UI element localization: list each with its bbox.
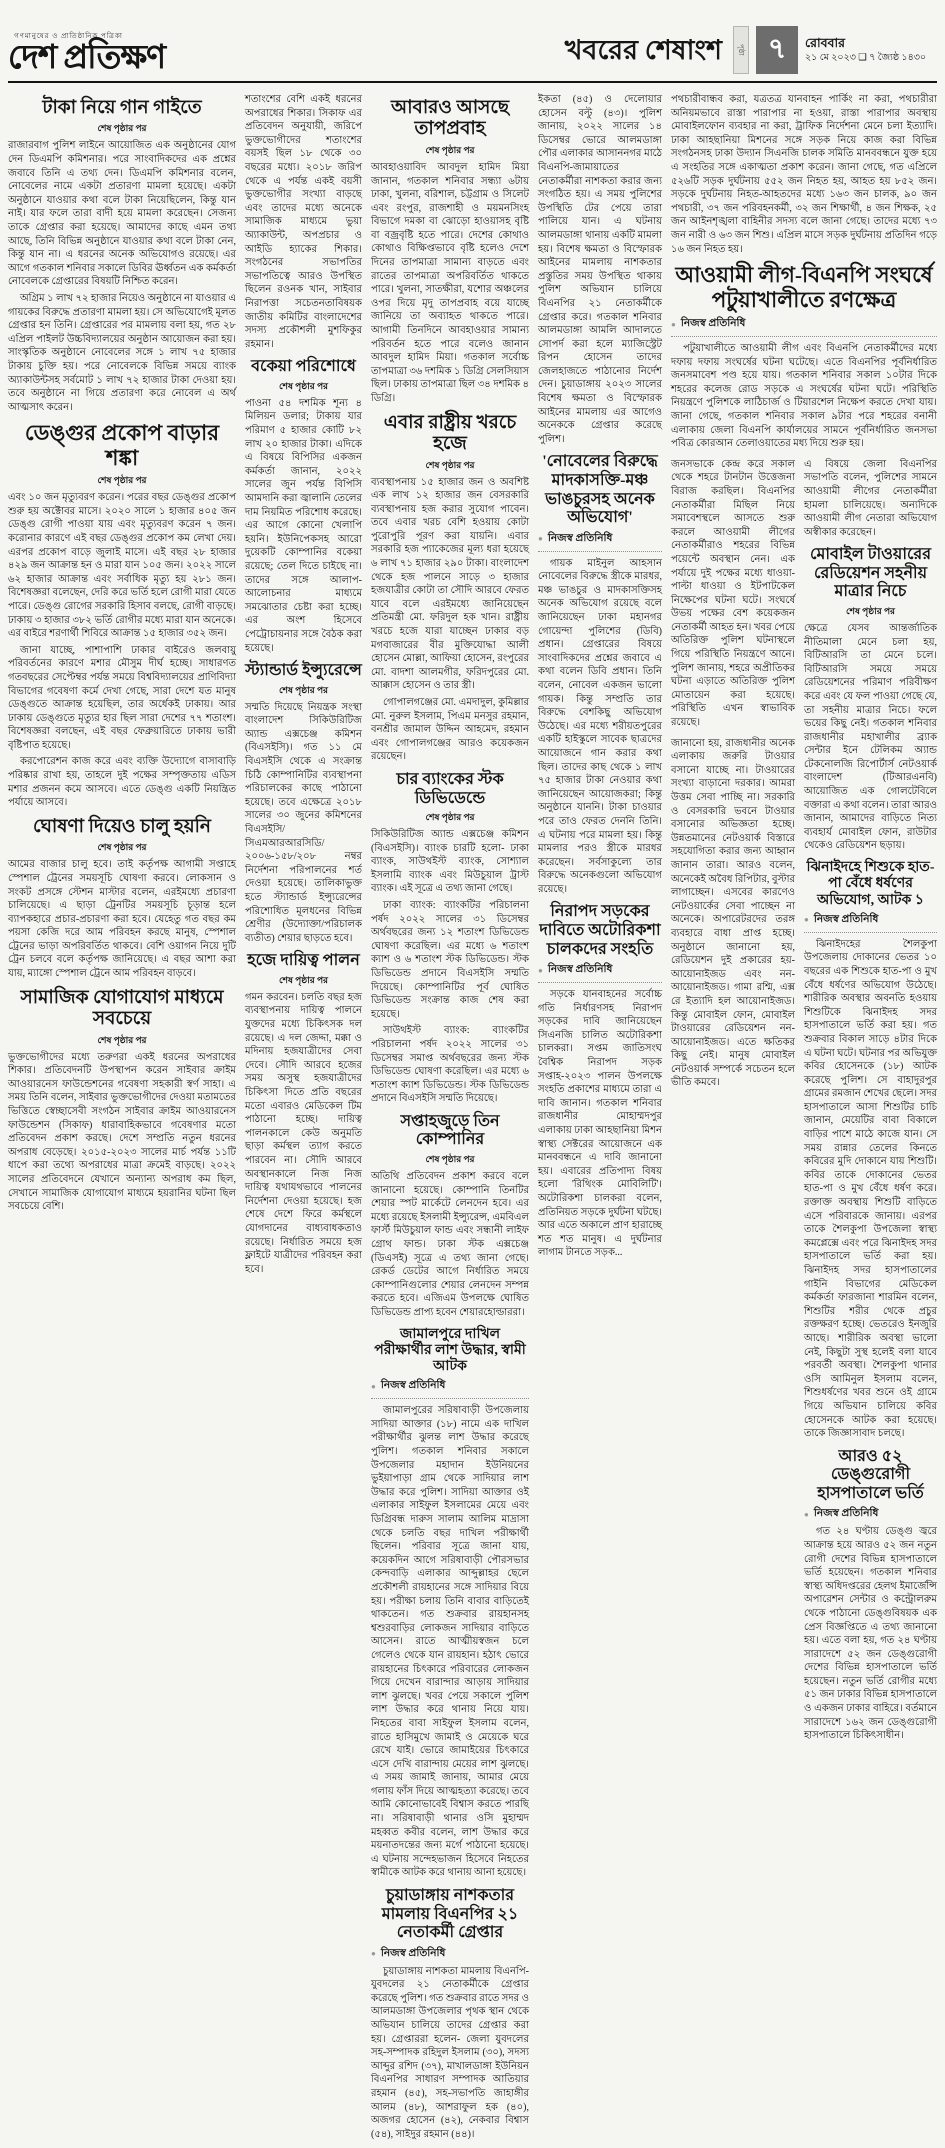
article-headline: মোবাইল টাওয়ারের রেডিয়েশন সহনীয় মাত্রার নিচে [809,546,932,601]
byline-bullet-icon: ● [371,1381,376,1391]
article-headline: আওয়ামী লীগ-বিএনপি সংঘর্ষে পটুয়াখালীতে রণক্ষেত্র [675,263,933,313]
column-right-region [671,93,937,1750]
column-3 [371,93,529,2148]
continuation-block [804,458,937,540]
article-headline: নিরাপদ সড়কের দাবিতে অটোরিকশা চালকদের সংহতি [539,903,661,958]
article-paragraph: সাউথইস্ট ব্যাংক: ব্যাংকটির পরিচালনা পর্ষদ ২০২২ সালের ৩১ ডিসেম্বর সমাপ্ত অর্থবছরের জন্য স্টক ডিভিডেন্ড ঘোষণা করেছিল। এর মধ্যে ৬ শতাংশ ক্যাশ ডিভিডেন্ড। স্টক ডিভিডেন্ড প্রদানে বিএসইসি সম্মতি দিয়েছে। [371,1025,529,1105]
continued-from-label: শেষ পৃষ্ঠার পর [425,1154,475,1165]
article-headline: 'নোবেলের বিরুদ্ধে মাদকাসক্তি-মঞ্চ ভাঙচুরসহ অনেক অভিযোগ' [542,453,658,527]
byline-bullet-icon: ● [804,915,809,925]
article-paragraph: ব্যবস্থাপনায় ১৫ হাজার জন ও অবশিষ্ট এক লাখ ১২ হাজার জন বেসরকারি ব্যবস্থাপনায় হজ করার সুযোগ পাবেন। তবে এবার খরচ বেশি হওয়ায় কোটা পুরোপুরি পূরণ করা যায়নি। এবার সরকারি হজ প্যাকেজের মূল্য ধরা হয়েছে ৬ লাখ ৭১ হাজার ২৯০ টাকা। বাংলাদেশ থেকে হজ পালনে সাড়ে ৩ হাজার হজযাত্রীর কোটা তা সৌদি আরবে ফেরত যাবে বলে এরইমধ্যে জানিয়েছেন প্রতিমন্ত্রী মো. ফরিদুল হক খান। রাষ্ট্রীয় খরচে হজে যারা যাচ্ছেন ঢাকার বড় মগবাজারের বীর মুক্তিযোদ্ধা আলী হোসেন মোল্লা, আফিয়া হোসেন, রংপুরের মো. বাদশা আলমগীর, ফরিদপুরের মো. আক্কাস হোসেন ও তার স্ত্রী। [371,476,529,692]
article-paragraph: জানানো হয়, রাজধানীর অনেক এলাকায় জরুরি টাওয়ার বসানো যাচ্ছে না। টাওয়ারের সংখ্যা বাড়ানো দরকার। আমরা উত্তম সেবা পাচ্ছি না। সরকারি ও বেসরকারি ভবনে টাওয়ার বসানোর অভিজ্ঞতা হচ্ছে। উন্নতমানের নেটওয়ার্ক বিস্তারে সহযোগিতা করার জন্য আহ্বান জানান তারা। আরও বলেন, অনেকেই অবৈধ রিপিটার, বুস্টার লাগাচ্ছেন। এসবের কারণেও নেটওয়ার্কের সেবা পাচ্ছেন না অনেকে। অপারেটরদের তরঙ্গ ব্যবহারে বাধা প্রাপ্ত হচ্ছে। অনুষ্ঠানে জানানো হয়, রেডিয়েশন দুই প্রকারের হয়- আয়োনাইজড এবং নন-আয়োনাইজড। গামা রশ্মি, এক্স রে ইত্যাদি হল আয়োনাইজড। কিন্তু মোবাইল ফোন, মোবাইল টাওয়ারের রেডিয়েশন নন-আয়োনাইজড। এতে ক্ষতিকর কিছু নেই। মানুষ মোবাইল নেটওয়ার্ক সম্পর্কে সচেতন হলে ভীতি কমবে। [671,737,795,1089]
byline-divider [538,982,662,983]
header-right [565,26,937,74]
continued-from-label: শেষ পৃষ্ঠার পর [278,380,329,391]
byline-divider [538,551,662,552]
article [671,263,937,451]
column-2 [245,93,362,1283]
byline-label: নিজস্ব প্রতিনিধি [547,532,613,544]
article-paragraph: গায়ক মাইনুল আহসান নোবেলের বিরুদ্ধে স্ত্রীকে মারধর, মঞ্চ ভাঙচুর ও মাদকাসক্তিসহ অনেক অভিযোগ রয়েছে বলে জানিয়েছেন ঢাকা মহানগর গোয়েন্দা পুলিশের (ডিবি) প্রধান। গ্রেপ্তারের বিষয়ে সাংবাদিকদের প্রশ্নের জবাবে এ কথা বলেন ডিবি প্রধান। তিনি বলেন, নোবেল একজন ভালো গায়ক। কিন্তু সম্প্রতি তার বিরুদ্ধে বেশকিছু অভিযোগ উঠেছে। এর মধ্যে শরীয়তপুরের একটি হাইস্কুলে সাবেক ছাত্রদের আয়োজনে গান করার কথা ছিল। তাদের কাছ থেকে ১ লাখ ৭৫ হাজার টাকা নেওয়ার কথা জানিয়েছেন আয়োজকরা; কিন্তু অনুষ্ঠানে যাননি। টাকা চাওয়ার পরে তাও ফেরত দেননি তিনি। এ ঘটনায় পরে মামলা হয়। কিন্তু মামলার পরও স্ত্রীকে মারধর করেছেন। সর্বসাকুল্যে তার বিরুদ্ধে অনেকগুলো অভিযোগ রয়েছে। [538,557,662,895]
article [371,98,529,406]
column-4 [538,93,662,1267]
article-headline: ঝিনাইদহে শিশুকে হাত-পা বেঁধে ধর্ষণের অভিযোগ, আটক ১ [806,860,935,908]
page-body [8,93,937,2148]
article [804,546,937,853]
continuation-block [671,93,937,256]
article-headline: সপ্তাহজুড়ে তিন কোম্পানির [400,1112,500,1149]
article [371,1113,529,1320]
column-6 [804,458,937,1750]
article-paragraph: অগ্রিম ১ লাখ ৭২ হাজার নিয়েও অনুষ্ঠানে না যাওয়ার এ গায়কের বিরুদ্ধে প্রতারণা মামলা হয়। সে অভিযোগেই মূলত গ্রেপ্তার হন তিনি। গ্রেপ্তারের পর মামলায় বলা হয়, গত ২৮ এপ্রিল পাইলট উচ্চবিদ্যালয়ের অনুষ্ঠান আয়োজন করা হয়। সাংস্কৃতিক অনুষ্ঠানে নোবেলের সঙ্গে ১ লাখ ৭৫ হাজার টাকায় চুক্তি হয়। পরে নোবেলকে বিভিন্ন সময়ে ব্যাংক অ্যাকাউন্টসহ সর্বমোট ১ লাখ ৭২ হাজার টাকা দেওয়া হয়। তবে অনুষ্ঠানে না গিয়ে প্রতারণা করে নোবেল এ অর্থ আত্মসাৎ করেন। [8,292,236,413]
article-paragraph: রাজারবাগ পুলিশ লাইনে আয়োজিত এক অনুষ্ঠানের যোগ দেন ডিএমপি কমিশনার। পরে সাংবাদিকদের এক প্রশ্নের জবাবে তিনি এ তথ্য দেন। ডিএমপি কমিশনার বলেন, নোবেলের নামে একটা প্রতারণা মামলা হয়েছে। একটা অনুষ্ঠানে যাওয়ার কথা বলে টাকা নিয়েছিলেন, কিন্তু যান নাই। যার ফলে তারা বাদী হয়ে মামলা করেছেন। সেজন্য তাকে গ্রেপ্তার করা হয়েছে। আমাদের কাছে এমন তথ্য আছে, তিনি বিভিন্ন অনুষ্ঠানে যাওয়ার কথা বলে টাকা নেন, কিন্তু যান না। এ ধরনের অনেক অভিযোগও রয়েছে। এর আগে গতকাল শনিবার সকালে ডিবির ঊর্ধ্বতন এক কর্মকর্তা নোবেলকে গ্রেপ্তারের বিষয়টি নিশ্চিত করেন। [8,140,236,288]
article [8,421,236,810]
byline-label: নিজস্ব প্রতিনিধি [813,913,879,925]
article-paragraph: চুয়াডাঙ্গায় নাশকতা মামলায় বিএনপি-যুবদলের ২১ নেতাকর্মীকে গ্রেপ্তার করেছে পুলিশ। গত শুক্রবার রাতে সদর ও আলমডাঙ্গা উপজেলার পৃথক স্থান থেকে অভিযান চালিয়ে তাদের গ্রেপ্তার করা হয়। গ্রেপ্তাররা হলেন- জেলা যুবদলের সহ-সম্পাদক রহিদুল ইসলাম (৩০), সদস্য আব্দুর রশিদ (৩৭), মাখালডাঙ্গা ইউনিয়ন বিএনপির সাধারণ সম্পাদক আতিয়ার রহমান (৪৫), সহ-সভাপতি জাহাঙ্গীর আলম (৪৮), আশরাফুল হক (৪০), অজগর হোসেন (৪২), নেকবার বিশ্বাস (৫৪), সাইদুর রহমান (৪৪)। [371,1965,529,2140]
continued-from-label: শেষ পৃষ্ঠার পর [97,123,147,134]
page-label-tab: পৃষ্ঠা [733,26,749,74]
article-headline: স্ট্যান্ডার্ড ইন্স্যুরেন্সে [245,662,362,680]
continued-from-label: শেষ পৃষ্ঠার পর [97,842,147,853]
continued-from-label: শেষ পৃষ্ঠার পর [97,475,147,486]
article [371,1327,529,1880]
page-header [8,26,937,83]
article-paragraph: এ বিষয়ে জেলা বিএনপির সভাপতি বলেন, পুলিশের সামনে আওয়ামী লীগের নেতাকর্মীরা হামলা চালিয়েছে। অন্যদিকে আওয়ামী লীগ নেতারা অভিযোগ অস্বীকার করেছেন। [804,458,937,538]
article-paragraph: গত ২৪ ঘণ্টায় ডেঙ্গু জ্বরে আক্রান্ত হয়ে আরও ৫২ জন নতুন রোগী দেশের বিভিন্ন হাসপাতালে ভর্তি হয়েছেন। গতকাল শনিবার স্বাস্থ্য অধিদপ্তরের হেলথ ইমার্জেন্সি অপারেশন সেন্টার ও কন্ট্রোলরুম থেকে পাঠানো ডেঙ্গুবিষয়ক এক প্রেস বিজ্ঞপ্তিতে এ তথ্য জানানো হয়। এতে বলা হয়, গত ২৪ ঘণ্টায় সারাদেশে ৫২ জন ডেঙ্গুরোগী দেশের বিভিন্ন হাসপাতালে ভর্তি হয়েছেন। নতুন ভর্তি রোগীর মধ্যে ৫১ জন ঢাকার বিভিন্ন হাসপাতালে ও একজন ঢাকার বাহিরে। বর্তমানে সারাদেশে ১৬২ জন ডেঙ্গুরোগী হাসপাতালে চিকিৎসাধীন। [804,1526,937,1742]
article-headline: চার ব্যাংকের স্টক ডিভিডেন্ডে [396,770,504,807]
article-paragraph: এবং ১০ জন মৃত্যুবরণ করেন। পরের বছর ডেঙ্গুর প্রকোপ শুরু হয় অক্টোবর মাসে। ২০২০ সালে ১ হাজার ৪০৫ জন ডেঙ্গু রোগী পাওয়া যায় এবং মৃত্যুবরণ করেন ৭ জন। করোনার কারণে এই বছর ডেঙ্গুর প্রকোপ কম লেখা দেয়। এরপর প্রকোপ বাড়ে জুলাই মাসে। এই বছর ২৮ হাজার ৪২৯ জন আক্রান্ত হন ও মারা যান ১০৫ জন। ২০২২ সালে ৬২ হাজার আক্রান্ত এবং সর্বাধিক মৃত্যু হয় ২৮১ জন। বিশেষজ্ঞরা বলেছেন, দেরি করে ভর্তি হলে রোগী মারা যেতে পারে। ডেঙ্গু রোগের সরকারি হিসাব বলছে, রোগী বাড়ছে। ঢাকায় ৩ হাজার ৩৮২ ভর্তি রোগীর মধ্যে মারা যান অনেকে। এর বাইরে শরণার্থী শিবিরে আক্রান্ত ১৫ হাজার ৩৫২ জন। [8,492,236,640]
masthead-tagline: গণমানুষের ও প্রাতিষ্ঠানিক পত্রিকা [14,31,123,40]
byline-bullet-icon: ● [671,319,676,329]
byline-label: নিজস্ব প্রতিনিধি [380,1380,446,1392]
weekday-label: রোববার [805,36,845,51]
article-paragraph: আবহাওয়াবিদ আবদুল হামিদ মিয়া জানান, গতকাল শনিবার সন্ধ্যা ৬টায় ঢাকা, খুলনা, বরিশাল, চট্টগ্রাম ও সিলেট এবং রংপুর, রাজশাহী ও ময়মনসিংহ বিভাগে দমকা বা ঝোড়ো হাওয়াসহ বৃষ্টি বা বজ্রবৃষ্টি হতে পারে। দেশের কোথাও কোথাও বিক্ষিপ্তভাবে বৃষ্টি হলেও দেশে দিনের তাপমাত্রা সামান্য বাড়তে এবং রাতের তাপমাত্রা অপরিবর্তিত থাকতে পারে। খুলনা, সাতক্ষীরা, যশোর অঞ্চলের ওপর দিয়ে মৃদু তাপপ্রবাহ বয়ে যাচ্ছে জানিয়ে তা অব্যাহত থাকতে পারে। আগামী তিনদিনে আবহাওয়ার সামান্য পরিবর্তন হতে পারে বলেও জানান আবদুল হামিদ মিয়া। গতকাল সর্বোচ্চ তাপমাত্রা ৩৬ দশমিক ১ ডিগ্রি সেলসিয়াস ছিল। ঢাকায় তাপমাত্রা ছিল ৩৪ দশমিক ৪ ডিগ্রি। [371,161,530,404]
article [371,413,529,764]
article [245,358,362,655]
article-headline: আরও ৫২ ডেঙ্গুরোগী হাসপাতালে ভর্তি [817,1447,924,1502]
article [371,771,529,1106]
article-paragraph: গমন করবেন। চলতি বছর হজ ব্যবস্থাপনায় দায়িত্ব পালনে যুক্তদের মধ্যে চিকিৎসক দল রয়েছে। এ দল জেদ্দা, মক্কা ও মদিনায় হজযাত্রীদের সেবা দেবে। সৌদি আরবে হজের সময় অসুস্থ হজযাত্রীদের চিকিৎসা দিতে প্রতি বছরের মতো এবারও মেডিকেল টিম পাঠানো হচ্ছে। দায়িত্ব পালনকালে কেউ অনুমতি ছাড়া কর্মস্থল ত্যাগ করতে পারবেন না। সৌদি আরবে অবস্থানকালে নিজ নিজ দায়িত্ব যথাযথভাবে পালনের নির্দেশনা দেওয়া হয়েছে। হজ শেষে দেশে ফিরে কর্মস্থলে যোগদানের বাধ্যবাধকতাও রয়েছে। নির্ধারিত সময়ে হজ ফ্লাইটে যাত্রীদের পরিবহন করা হবে। [245,991,362,1275]
article-paragraph: ইকতা (৪৫) ও দেলোয়ার হোসেন বল্টু (৪৩)। পুলিশ জানায়, ২০২২ সালের ১৪ ডিসেম্বর ভোরে আলমডাঙ্গা পৌর এলাকার আসাননগর মাঠে বিএনপি-জামায়াতের নেতাকর্মীরা নাশকতা করার জন্য সংগঠিত হয়। এ সময় পুলিশের উপস্থিতি টের পেয়ে তারা পালিয়ে যান। এ ঘটনায় আলমডাঙ্গা থানায় একটি মামলা হয়। বিশেষ ক্ষমতা ও বিস্ফোরক আইনের মামলায় নাশকতার প্রস্তুতির সময় উপস্থিত থাকায় পুলিশ অভিযান চালিয়ে বিএনপির ২১ নেতাকর্মীকে গ্রেপ্তার করে। গতকাল শনিবার আলমডাঙ্গা আমলি আদালতে সোপর্দ করা হলে ম্যাজিস্ট্রেট রিপন হোসেন তাদের জেলহাজতে পাঠানোর নির্দেশ দেন। চুয়াডাঙ্গায় ২০২৩ সালের বিশেষ ক্ষমতা ও বিস্ফোরক আইনের মামলায় এর আগেও অনেককে গ্রেপ্তার করেছে পুলিশ। [538,94,662,445]
article-paragraph: ভুক্তভোগীদের মধ্যে তরুণরা একই ধরনের অপরাধের শিকার। প্রতিবেদনটি উপস্থাপন করেন সাইবার ক্রাইম আওয়ারনেস ফাউন্ডেশনের গবেষণা সহকারী স্বর্ণ সাহা। এ সময় তিনি বলেন, সাইবার ভুক্তভোগীদের দেওয়া মতামতের ভিত্তিতে স্বেচ্ছাসেবী সংগঠন সাইবার ক্রাইম আওয়ারনেস ফাউন্ডেশন (সিকাফ) ধারাবাহিকভাবে গবেষণার মতো প্রতিবেদন প্রকাশ করছে। দেশে সম্প্রতি নতুন ধরনের অপরাধ বেড়েছে। ২০১৫-২০২৩ সালের মার্চ পর্যন্ত ১১টি ধাপে করা তথ্যে অপরাধের মাত্রা ক্রমেই বাড়ছে। ২০২২ সালের প্রতিবেদনে যেখানে অন্যান্য অপরাধ কম ছিল, সেখানে সামাজিক যোগাযোগ মাধ্যমে হয়রানির ঘটনা ছিল সবচেয়ে বেশি। [8,1051,236,1213]
byline [804,912,937,929]
article-paragraph: করপোরেশন কাজ করে এবং ব্যক্তি উদ্যোগে বাসাবাড়ি পরিষ্কার রাখা হয়, তাহলে দুই পক্ষের সম্পৃক্ততায় এডিস মশার প্রজনন কমে আসবে। এতে ডেঙ্গু একটি নিয়ন্ত্রিত পর্যায়ে আসবে। [8,756,236,809]
article-headline: বকেয়া পরিশোধে [251,358,356,376]
article [8,817,236,981]
masthead-brand [8,30,165,74]
byline-label: নিজস্ব প্রতিনিধি [813,1508,879,1520]
byline [804,1506,937,1523]
byline [371,1378,529,1395]
article [8,988,236,1214]
byline-label: নিজস্ব প্রতিনিধি [680,318,746,329]
article-headline: টাকা নিয়ে গান গাইতে [42,98,202,118]
byline [538,962,662,979]
byline [671,316,937,333]
article-headline: ডেঙ্গুর প্রকোপ বাড়ার শঙ্কা [24,421,220,471]
byline-label: নিজস্ব প্রতিনিধি [380,1947,446,1959]
article-paragraph: জামালপুরের সরিষাবাড়ী উপজেলায় সাদিয়া আক্তার (১৮) নামে এক দাখিল পরীক্ষার্থীর ঝুলন্ত লাশ উদ্ধার করেছে পুলিশ। গতকাল শনিবার সকালে উপজেলার মহাদান ইউনিয়নের ভুইয়াপাড়া গ্রাম থেকে সাদিয়ার লাশ উদ্ধার করে পুলিশ। সাদিয়া আক্তার ওই এলাকার সাইফুল ইসলামের মেয়ে এবং ডিগ্রিবন্ধ দারুস সালাম আলিম মাদ্রাসা থেকে চলতি বছর দাখিল পরীক্ষার্থী ছিলেন। পরিবার সূত্রে জানা যায়, কয়েকদিন আগে সরিষাবাড়ী পৌরসভার কেন্দবাড়ি এলাকার আব্দুল্লাহর ছেলে প্রকৌশলী রায়হানের সঙ্গে সাদিয়ার বিয়ে হয়। পরীক্ষা চলায় তিনি বাবার বাড়িতেই থাকতেন। গত শুক্রবার রায়হানসহ শ্বশুরবাড়ির লোকজন সাদিয়ার বাড়িতে আসেন। রাতে আত্মীয়স্বজন চলে গেলেও থেকে যান রায়হান। হঠাৎ ভোরে রায়হানের চিৎকারে পরিবারের লোকজন গিয়ে দেখেন বারান্দার আড়ায় সাদিয়ার লাশ ঝুলছে। খবর পেয়ে সকালে পুলিশ লাশ উদ্ধার করে থানায় নিয়ে যায়। নিহতের বাবা সাইফুল ইসলাম বলেন, রাতে হাসিমুখে জামাই ও মেয়েকে ঘরে রেখে যাই। ভোরে জামাইয়ের চিৎকারে এসে দেখি বারান্দায় মেয়ের লাশ ঝুলছে। এ সময় জামাই জানায়, আমার মেয়ে গলায় ফাঁস দিয়ে আত্মহত্যা করেছে। তবে আমি কোনোভাবেই বিশ্বাস করতে পারছি না। সরিষাবাড়ী থানার ওসি মুহাম্মদ মহব্বত কবীর বলেন, লাশ উদ্ধার করে ময়নাতদন্তের জন্য মর্গে পাঠানো হয়েছে। এ ঘটনায় সন্দেহভাজন হিসেবে নিহতের স্বামীকে আটক করে থানায় আনা হয়েছে। [371,1405,529,1879]
article [804,860,937,1441]
article [8,98,236,414]
continuation-block [671,458,795,730]
section-title: খবরের শেষাংশ [564,34,722,65]
article-paragraph: সম্মতি দিয়েছে নিয়ন্ত্রক সংস্থা বাংলাদেশ সিকিউরিটিজ অ্যান্ড এক্সচেঞ্জ কমিশন (বিএসইসি)। গত ১১ মে বিএসইসি থেকে এ সংক্রান্ত চিঠি কোম্পানিটির ব্যবস্থাপনা পরিচালকের কাছে পাঠানো হয়েছে। তবে এক্ষেত্রে ২০১৮ সালের ৩০ জুনের কমিশনের বিএসইসি/সিএমআরআরসিডি/২০০৬-১৫৮/২০৮ নম্বর নির্দেশনা পরিপালনের শর্ত দেওয়া হয়েছে। তালিকাভুক্ত হতে স্ট্যান্ডার্ড ইন্স্যুরেন্সের পরিশোধিত মূলধনের বিভিন্ন শ্রেণীর (উদ্যোক্তা/পরিচালক ব্যতীত) শেয়ার ছাড়তে হবে। [245,701,362,944]
column-1 [8,93,236,1221]
article-headline: জামালপুরে দাখিল পরীক্ষার্থীর লাশ উদ্ধার, স্বামী আটক [374,1326,526,1375]
article [245,662,362,945]
column-5 [671,458,795,1097]
right-split [671,458,937,1750]
article-paragraph: শতাংশের বেশি একই ধরনের অপরাধের শিকার। সিকাফ এর প্রতিবেদন অনুযায়ী, জরিপে ভুক্তভোগীদের শতাংশের বয়সই ছিল ১৮ থেকে ৩০ বছরের মধ্যে। ২০১৮ জরিপ থেকে এ পর্যন্ত একই বয়সী ভুক্তভোগীর সংখ্যা বাড়ছে এবং তাদের মধ্যে অনেকে সামাজিক মাধ্যমে ভুয়া অ্যাকাউন্ট, অপপ্রচার ও আইডি হ্যাকের শিকার। সংগঠনের সভাপতির সভাপতিত্বে আরও উপস্থিত ছিলেন রওনক খান, সাইবার নিরাপত্তা সচেতনতাবিষয়ক জাতীয় কমিটির বাংলাদেশের সদস্য প্রকৌশলী মুশফিকুর রহমান। [245,94,362,350]
byline-divider [671,336,937,337]
article [371,1887,529,2141]
article-paragraph: অতিথি প্রতিবেদন প্রকাশ করবে বলে জানানো হয়েছে। কোম্পানি তিনটির শেয়ার স্পট মার্কেটে লেনদেন হবে। এর মধ্যে রয়েছে ইসলামী ইন্স্যুরেন্স, এমবিএল ফার্স্ট মিউচুয়াল ফান্ড এবং সন্ধানী লাইফ গ্রোথ ফান্ড। ঢাকা স্টক এক্সচেঞ্জ (ডিএসই) সূত্রে এ তথ্য জানা গেছে। রেকর্ড ডেটের আগে নির্ধারিত সময়ে কোম্পানিগুলোর শেয়ার লেনদেন সম্পন্ন করতে হবে। এজিএম উপলক্ষে ঘোষিত ডিভিডেন্ড প্রাপ্য হবেন শেয়ারহোল্ডাররা। [371,1171,529,1318]
byline-label: নিজস্ব প্রতিনিধি [547,964,613,976]
article-paragraph: জনসভাকে কেন্দ্র করে সকাল থেকে শহরে টানটান উত্তেজনা বিরাজ করছিল। বিএনপির নেতাকর্মীরা মিছিল নিয়ে সমাবেশস্থলে আসতে শুরু করলে আওয়ামী লীগের নেতাকর্মীরাও শহরের বিভিন্ন পয়েন্টে অবস্থান নেন। এক পর্যায়ে দুই পক্ষের মধ্যে ধাওয়া-পাল্টা ধাওয়া ও ইটপাটকেল নিক্ষেপের ঘটনা ঘটে। সংঘর্ষে উভয় পক্ষের বেশ কয়েকজন নেতাকর্মী আহত হন। খবর পেয়ে অতিরিক্ত পুলিশ ঘটনাস্থলে গিয়ে পরিস্থিতি নিয়ন্ত্রণে আনে। পুলিশ জানায়, শহরে অপ্রীতিকর ঘটনা এড়াতে অতিরিক্ত পুলিশ মোতায়েন করা হয়েছে। পরিস্থিতি এখন স্বাভাবিক রয়েছে। [671,458,795,729]
byline-bullet-icon: ● [538,534,543,544]
article-paragraph: ক্ষেত্রে যেসব আন্তর্জাতিক নীতিমালা মেনে চলা হয়, বিটিআরসি তা মেনে চলে। বিটিআরসি সময়ে সময়ে রেডিয়েশনের পরিমাণ পরিবীক্ষণ করে এবং যে ফল পাওয়া গেছে যে, তা সহনীয় মাত্রার নিচে। ফলে ভয়ের কিছু নেই। গতকাল শনিবার রাজধানীর মহাখালীর ব্র্যাক সেন্টার ইনে টেলিকম অ্যান্ড টেকনোলজি রিপোর্টার্স নেটওয়ার্ক বাংলাদেশ (টিআরএনবি) আয়োজিত এক গোলটেবিলে বক্তারা এ কথা বলেন। তারা আরও জানান, আমাদের বাড়িতে নিত্য ব্যবহার্য মোবাইল ফোন, রাউটার থেকেও রেডিয়েশন ছড়ায়। [804,622,937,852]
byline [538,531,662,548]
continued-from-label: শেষ পৃষ্ঠার পর [845,605,896,616]
byline-divider [804,932,937,933]
continuation-block [671,737,795,1090]
article-headline: এবার রাষ্ট্রীয় খরচে হজে [383,412,517,455]
article-paragraph: পাওনা ৫৪ দশমিক শূন্য ৪ মিলিয়ন ডলার; টাকায় যার পরিমাণ ৫ হাজার কোটি ৮২ লাখ ২০ হাজার টাকা। এদিকে এ বিষয়ে বিপিসির একজন কর্মকর্তা জানান, ২০২২ সালের জুন পর্যন্ত বিপিসি আমদানি করা জ্বালানি তেলের দাম নিয়মিত পরিশোধ করেছে। এর আগে কোনো খেলাপি হয়নি। ইউনিপেকসহ আরো দুয়েকটি কোম্পানির বকেয়া রয়েছে; তেল দিতে চাইছে না। তাদের সঙ্গে আলাপ-আলোচনার মাধ্যমে সমঝোতার চেষ্টা করা হচ্ছে। এর অংশ হিসেবে পেট্রোচায়নার সঙ্গে বৈঠক করা হয়েছে। [245,397,362,654]
article-paragraph: ঢাকা ব্যাংক: ব্যাংকটির পরিচালনা পর্ষদ ২০২২ সালের ৩১ ডিসেম্বর অর্থবছরের জন্য ১২ শতাংশ ডিভিডেন্ড ঘোষণা করেছিল। এর মধ্যে ৬ শতাংশ ক্যাশ ও ৬ শতাংশ স্টক ডিভিডেন্ড। স্টক ডিভিডেন্ড প্রদানে বিএসইসি সম্মতি দিয়েছে। কোম্পানিটির পূর্ব ঘোষিত ডিভিডেন্ড সংক্রান্ত কাজ শেষ করা হয়েছে। [371,900,529,1020]
article-headline: ঘোষণা দিয়েও চালু হয়নি [33,816,211,837]
article [538,903,662,1260]
continuation-block [538,93,662,446]
article [538,453,662,896]
date-block [805,35,935,65]
article-paragraph: সিকিউরিটিজ অ্যান্ড এক্সচেঞ্জ কমিশন (বিএসইসি)। ব্যাংক চারটি হলো- ঢাকা ব্যাংক, সাউথইস্ট ব্যাংক, সোশ্যাল ইসলামি ব্যাংক এবং মিউচুয়াল ট্রাস্ট ব্যাংক। এই সূত্রে এ তথ্য জানা গেছে। [371,829,529,895]
article-headline: আবারও আসছে তাপপ্রবাহ [390,98,510,140]
masthead-title: দেশ প্রতিক্ষণ [8,39,166,76]
continuation-block [245,93,362,351]
article-headline: সামাজিক যোগাযোগ মাধ্যমে সবচেয়ে [20,987,224,1030]
article-paragraph: গোপালগঞ্জের মো. এমদাদুল, কুমিল্লার মো. নুরুল ইসলাম, পিএম মনসুর রহমান, বনশ্রীর জামাল উদ্দিন আহমেদ, রহমান এবং গোপালগঞ্জের আরও কয়েকজন রয়েছেন। [371,697,529,763]
continued-from-label: শেষ পৃষ্ঠার পর [278,684,329,695]
article-headline: চুয়াডাঙ্গায় নাশকতার মামলায় বিএনপির ২১ নেতাকর্মী গ্রেপ্তার [381,1887,519,1942]
date-line: ২১ মে ২০২৩ ❑ ৭ জ্যৈষ্ঠ ১৪৩০ [805,53,927,64]
article [245,952,362,1276]
article-paragraph: জানা যাচ্ছে, পাশাপাশি ঢাকার বাইরেও জলবায়ু পরিবর্তনের কারণে মশার মৌসুম দীর্ঘ হচ্ছে। সাধারণত গতবছরের সেপ্টেম্বর পর্যন্ত সময়ে বিশ্ববিদ্যালয়ের প্রাণিবিদ্যা বিভাগের গবেষণা কর্মে দেখা গেছে, সারা দেশে যত মানুষ ডেঙ্গুতে আক্রান্ত হয়েছিল, তার অর্ধেকই ঢাকায়। আর ঢাকায় ডেঙ্গুতে মৃত্যুর হার ছিল সারা দেশের ৭৭ শতাংশ। বিশেষজ্ঞরা বলছেন, এই বছর ফেব্রুয়ারিতে ঢাকায় ভারী বৃষ্টিপাত হয়েছে। [8,644,236,751]
byline-bullet-icon: ● [371,1949,376,1959]
byline-divider [371,1398,529,1399]
continued-from-label: শেষ পৃষ্ঠার পর [425,144,475,155]
article-paragraph: আমের বাজার চালু হবে। তাই কর্তৃপক্ষ আগামী সপ্তাহে স্পেশাল ট্রেনের সময়সূচি ঘোষণা করবে। লোকসান ও সংকট প্রসঙ্গে স্টেশন মাস্টার বলেন, এরইমধ্যে প্রচারণা চালিয়েছে। এ ছাড়া ট্রেনটির সময়সূচি চূড়ান্ত হলে ব্যাপকহারে প্রচার-প্রচারণা করা হবে। যেহেতু গত বছর কম পয়সা কেজি দরে আম পরিবহন করছে মানুষ, স্পেশাল ট্রেনের ভাড়া অপরিবর্তিত থাকবে। বেশি ওয়াগন নিয়ে দুটি ট্রেন চলবে বলে কর্তৃপক্ষ জানিয়েছে। এ বছর আশা করা যায়, ম্যাঙ্গো স্পেশাল ট্রেনে আম পরিবহন বাড়বে। [8,859,236,980]
byline [371,1946,529,1963]
page-number-box: ৭ [756,26,798,74]
continued-from-label: শেষ পৃষ্ঠার পর [425,459,475,470]
article [804,1448,937,1743]
right-top-block [671,93,937,451]
article-paragraph: ঝিনাইদহের শৈলকুপা উপজেলায় দোকানের ভেতর ১০ বছরের এক শিশুকে হাত-পা ও মুখ বেঁধে ধর্ষণের অভিযোগ উঠেছে। শারীরিক অবস্থার অবনতি হওয়ায় শিশুটিকে ঝিনাইদহ সদর হাসপাতালে ভর্তি করা হয়। গত শুক্রবার বিকাল সাড়ে ৪টার দিকে এ ঘটনা ঘটে। ঘটনার পর অভিযুক্ত কবির হোসেনকে (১৮) আটক করেছে পুলিশ। সে বাহাদুরপুর গ্রামের রমজান শেখের ছেলে। সদর হাসপাতালে আসা শিশুটির চাচি জানান, মেয়েটির বাবা বিকালে বাড়ির পাশে মাঠে কাজে যান। সে সময় রান্নার তেলের কিনতে কবিরের মুদি দোকানে যায় শিশুটি। কবির তাকে দোকানের ভেতর হাত-পা ও মুখ বেঁধে ধর্ষণ করে। রক্তাক্ত অবস্থায় শিশুটি বাড়িতে এসে পরিবারকে জানায়। এরপর তাকে শৈলকুপা উপজেলা স্বাস্থ্য কমপ্লেক্সে এবং পরে ঝিনাইদহ সদর হাসপাতালে ভর্তি করা হয়। ঝিনাইদহ সদর হাসপাতালের গাইনি বিভাগের মেডিকেল কর্মকর্তা ফারজানা শারমিন বলেন, শিশুটির শরীর থেকে প্রচুর রক্তক্ষরণ হচ্ছে। ভেতরেও ইনজুরি আছে। শারীরিক অবস্থা ভালো নেই, কিছুটা সুস্থ হলেই বলা যাবে পরবর্তী অবস্থা। শৈলকুপা থানার ওসি আমিনুল ইসলাম বলেন, শিশুধর্ষণের খবর শুনে ওই গ্রামে গিয়ে অভিযান চালিয়ে কবির হোসেনকে আটক করা হয়েছে। তাকে জিজ্ঞাসাবাদ চলছে। [804,938,937,1440]
article-headline: হজে দায়িত্ব পালন [247,952,360,970]
article-paragraph: পথচারীবান্ধব করা, যত্রতত্র যানবাহন পার্কিং না করা, পথচারীরা অনিয়মভাবে রাস্তা পারাপার না হওয়া, রাস্তা পারাপার অবস্থায় মোবাইলফোন ব্যবহার না করা, ট্রাফিক নির্দেশনা মেনে চলা ইত্যাদি। ঢাকা আহছানিয়া মিশনের সঙ্গে সড়ক নিয়ে কাজ করা বিভিন্ন সংগঠনসহ ঢাকা উদ্যান সিএনজি চালক সমিতি মানববন্ধনে যুক্ত হয়ে এ সংহতির সঙ্গে একাত্মতা প্রকাশ করেন। জানা গেছে, গত এপ্রিলে ৫২৬টি সড়ক দুর্ঘটনায় ৫৫২ জন নিহত হয়, আহত হয় ৮৫২ জন। সড়কে দুর্ঘটনায় নিহত-আহতদের মধ্যে ১৬৩ জন চালক, ৯০ জন পথচারী, ৩৭ জন পরিবহনকর্মী, ৩২ জন শিক্ষার্থী, ৪ জন শিক্ষক, ২৫ জন আইনশৃঙ্খলা বাহিনীর সদস্য বলে জানা গেছে। তাদের মধ্যে ৭৩ জন নারী ও ৬৩ জন শিশু। এপ্রিল মাসে সড়ক দুর্ঘটনায় প্রতিদিন গড়ে ১৬ জন নিহত হয়। [671,94,937,255]
byline-bullet-icon: ● [538,965,543,975]
continued-from-label: শেষ পৃষ্ঠার পর [425,812,475,823]
byline-bullet-icon: ● [804,1509,809,1519]
article-paragraph: সড়কে যানবাহনের সর্বোচ্চ গতি নির্ধারণসহ নিরাপদ সড়কের দাবি জানিয়েছেন সিএনজি চালিত অটোরিকশা চালকরা। সপ্তম জাতিসংঘ বৈশ্বিক নিরাপদ সড়ক সপ্তাহ-২০২৩ পালন উপলক্ষে সংহতি প্রকাশের মাধ্যমে তারা এ দাবি জানান। গতকাল শনিবার রাজধানীর মোহাম্মদপুর এলাকায় ঢাকা আহছানিয়া মিশন স্বাস্থ্য সেক্টরের আয়োজনে এক মানববন্ধনে এ দাবি জানানো হয়। এবারের প্রতিপাদ্য বিষয় হলো 'রিথিংক মোবিলিটি'। অটোরিকশা চালকরা বলেন, প্রতিনিয়ত সড়কে দুর্ঘটনা ঘটছে। আর এতে অকালে প্রাণ হারাচ্ছে শত শত মানুষ। এ দুর্ঘটনার লাগাম টানতে সড়ক... [538,989,662,1259]
continued-from-label: শেষ পৃষ্ঠার পর [278,974,329,985]
continued-from-label: শেষ পৃষ্ঠার পর [97,1034,147,1045]
article-paragraph: পটুয়াখালীতে আওয়ামী লীগ এবং বিএনপি নেতাকর্মীদের মধ্যে দফায় দফায় সংঘর্ষের ঘটনা ঘটেছে। এতে বিএনপির পূর্বনির্ধারিত জনসমাবেশ পণ্ড হয়ে যায়। গতকাল শনিবার সকাল ১০টার দিকে শহরের কলেজ রোড সড়কে এ সংঘর্ষের ঘটনা ঘটে। পরিস্থিতি নিয়ন্ত্রণে পুলিশকে লাঠিচার্জ ও টিয়ারশেল নিক্ষেপ করতে দেখা যায়। জানা গেছে, গতকাল শনিবার সকাল ৯টার পরে শহরের বনানী এলাকায় জেলা বিএনপি কার্যালয়ের সামনে পূর্বনির্ধারিত জনসভা পবিত্র কোরআন তেলাওয়াতের মধ্য দিয়ে শুরু হয়। [671,343,937,450]
